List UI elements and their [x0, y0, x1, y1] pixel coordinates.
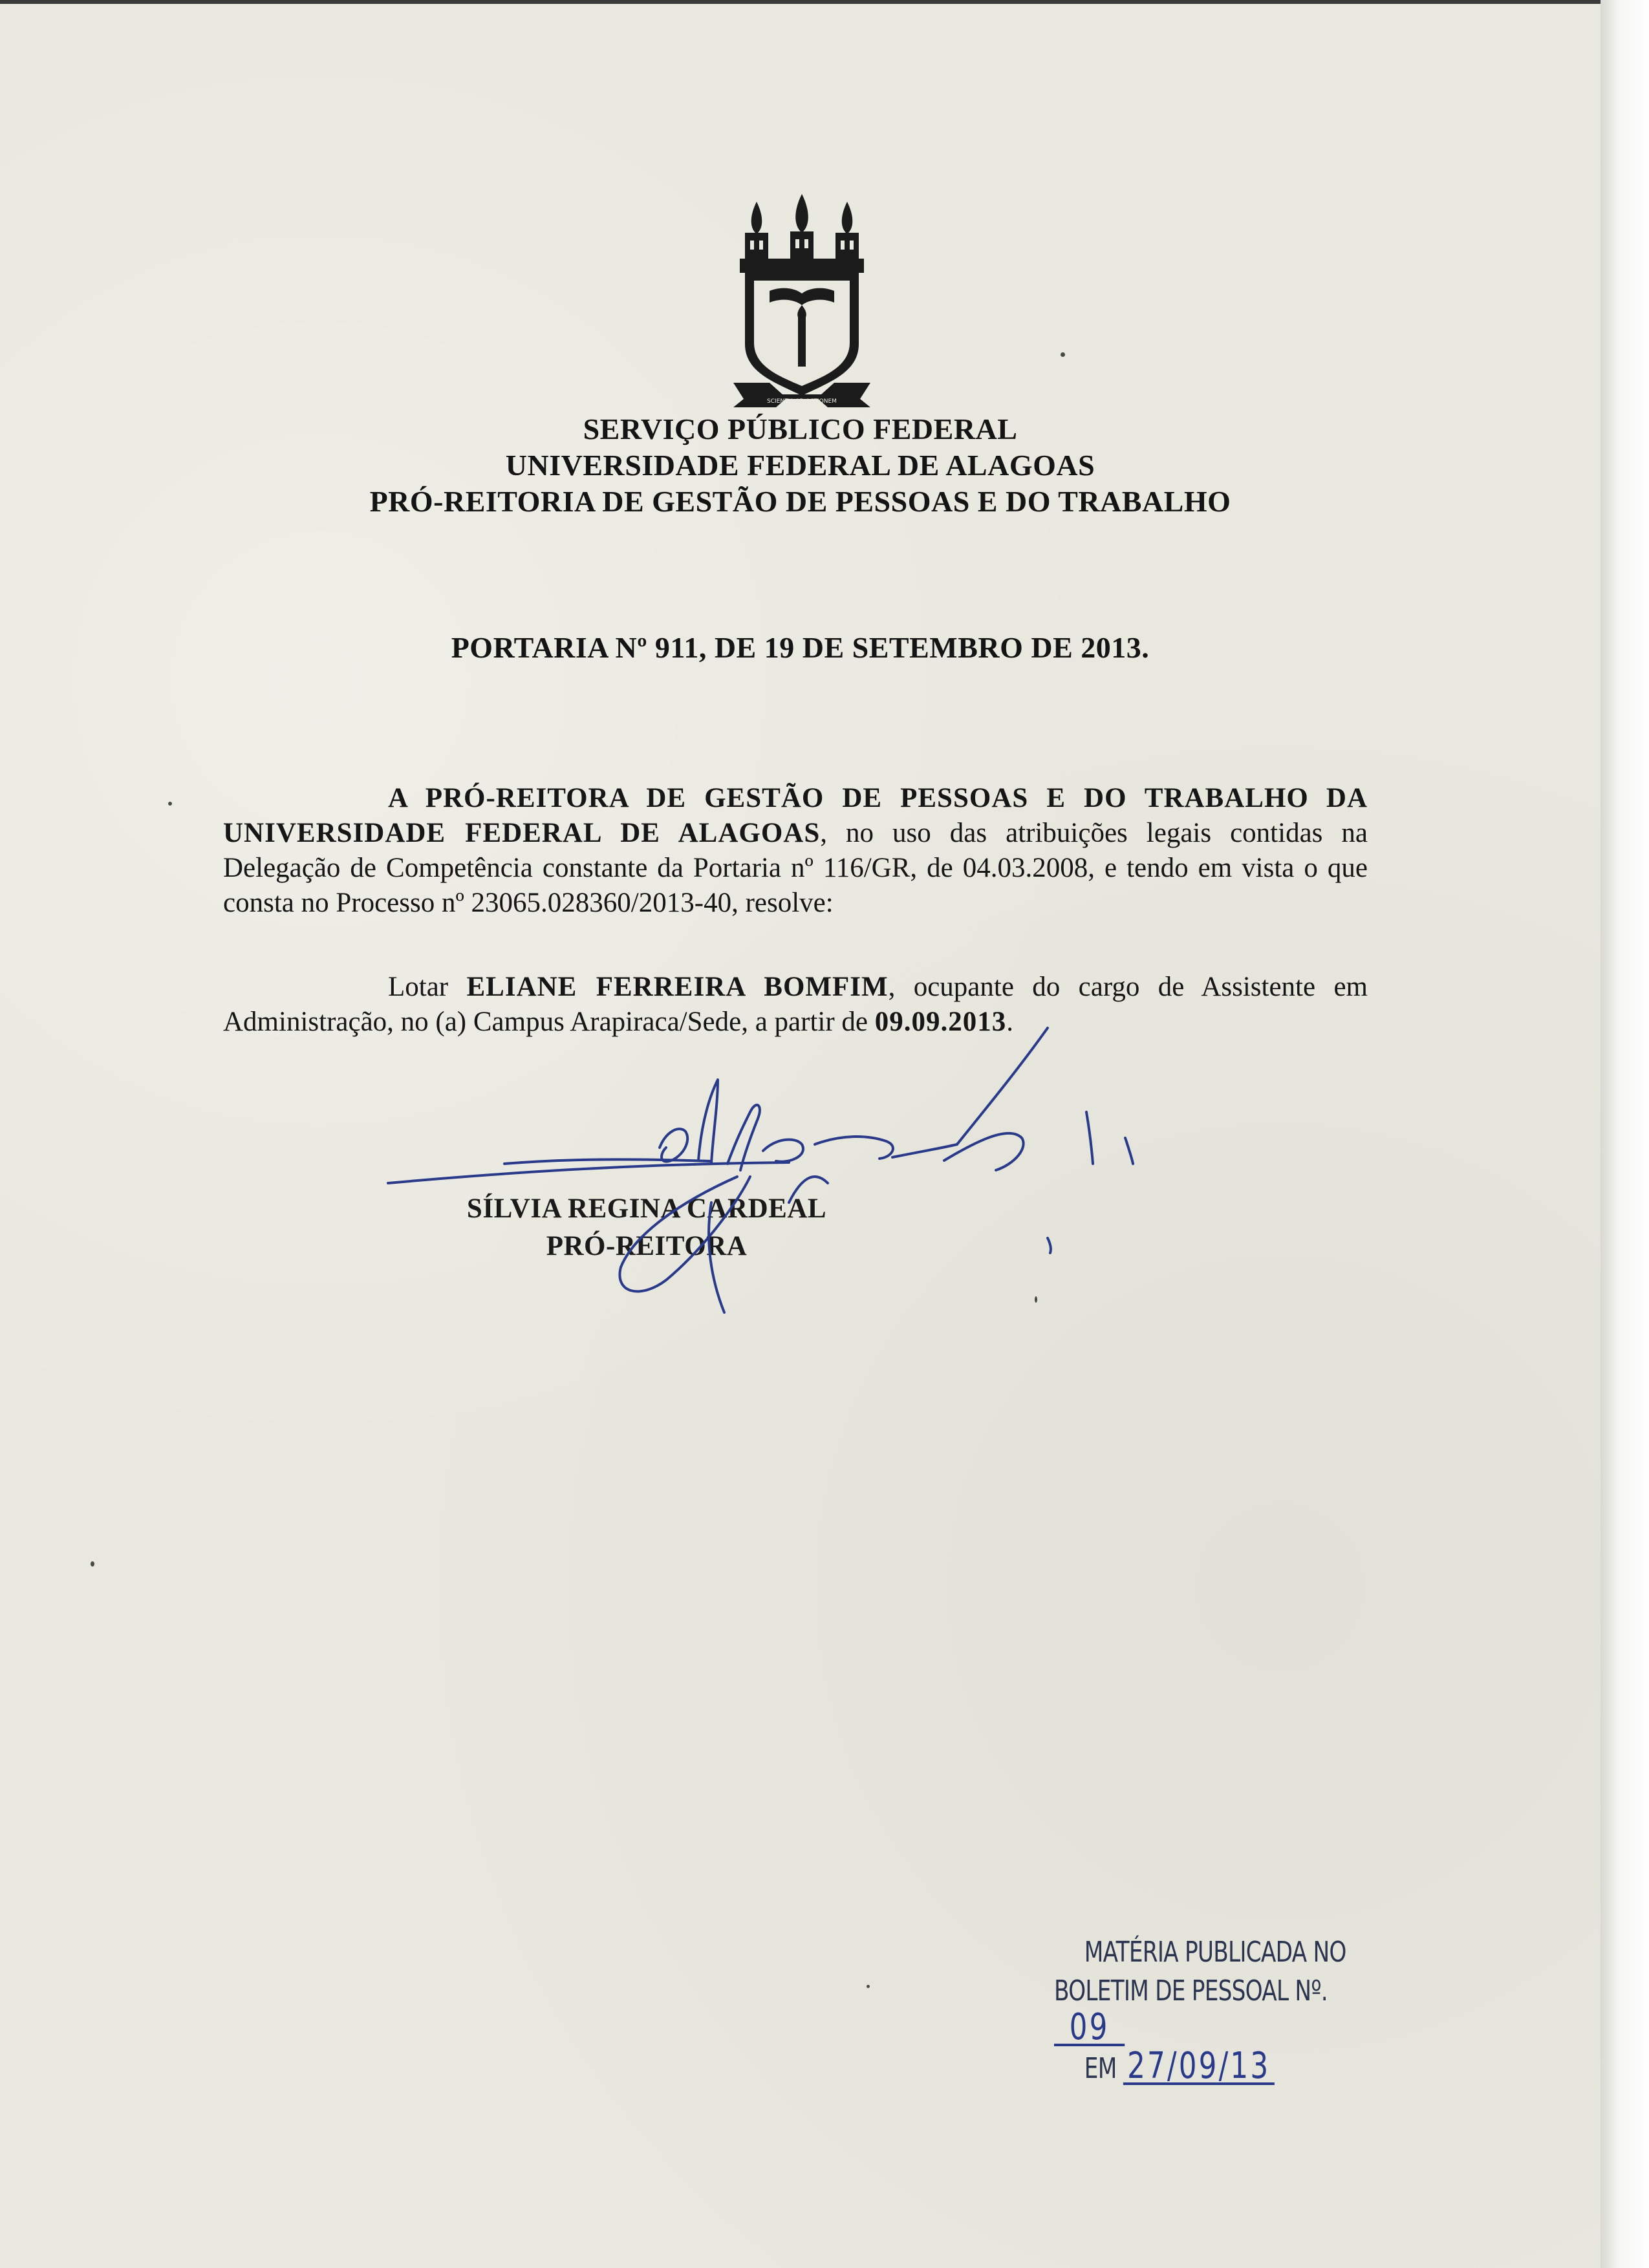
header-line-service: SERVIÇO PÚBLICO FEDERAL — [583, 412, 1018, 445]
signatory-role: PRÓ-REITORA — [546, 1231, 748, 1261]
resolution-end: . — [1006, 1007, 1013, 1037]
stamp-bulletin-label: BOLETIM DE PESSOAL Nº. — [1054, 1974, 1328, 2007]
signatory-name: SÍLVIA REGINA CARDEAL — [466, 1193, 827, 1224]
preamble-text: , no uso das atribuições legais contidas na Delegação de Competência constante da Portaria nº 116/GR, de 04.03.2008, e tendo em vista o que consta no Processo nº 23065.028360/2013-40, resolve: — [223, 818, 1368, 918]
paper-speck — [91, 1561, 94, 1567]
handwritten-signature — [375, 1009, 1216, 1319]
stamp-line-2 — [1054, 1972, 1357, 2049]
paper-speck — [168, 802, 172, 806]
preamble-paragraph — [223, 781, 1368, 921]
crest-motto: SCIENTIA AD ACTIONEM — [767, 398, 837, 405]
stamp-date-label: EM — [1084, 2052, 1117, 2085]
header-line-pro-rectory: PRÓ-REITORIA DE GESTÃO DE PESSOAS E DO TRABALHO — [369, 485, 1231, 518]
employee-name: ELIANE FERREIRA BOMFIM — [466, 972, 889, 1002]
resolution-text: , ocupante do cargo de Assistente em Administração, no (a) Campus Arapiraca/Sede, a partir de — [223, 972, 1368, 1037]
paper-speck — [1061, 352, 1065, 357]
stamp-bulletin-number: 09 — [1054, 2011, 1125, 2046]
scan-top-edge — [0, 0, 1600, 4]
publication-stamp — [1054, 1933, 1357, 2088]
stamp-line-3 — [1054, 2045, 1357, 2088]
university-crest-logo — [731, 189, 873, 409]
resolution-verb: Lotar — [388, 972, 467, 1002]
effective-date: 09.09.2013 — [874, 1007, 1007, 1037]
header-line-university: UNIVERSIDADE FEDERAL DE ALAGOAS — [505, 449, 1095, 482]
scan-edge — [1600, 0, 1649, 2268]
authority-line-1: A PRÓ-REITORA DE GESTÃO DE PESSOAS E DO TRABALHO — [388, 783, 1309, 813]
stamp-date-value: 27/09/13 — [1123, 2050, 1275, 2085]
paper-speck — [867, 1985, 870, 1988]
authority-line-2: DA UNIVERSIDADE FEDERAL DE ALAGOAS — [223, 783, 1368, 848]
ordinance-title: PORTARIA Nº 911, DE 19 DE SETEMBRO DE 2013. — [451, 631, 1150, 664]
stamp-line-1: MATÉRIA PUBLICADA NO — [1084, 1936, 1346, 1969]
